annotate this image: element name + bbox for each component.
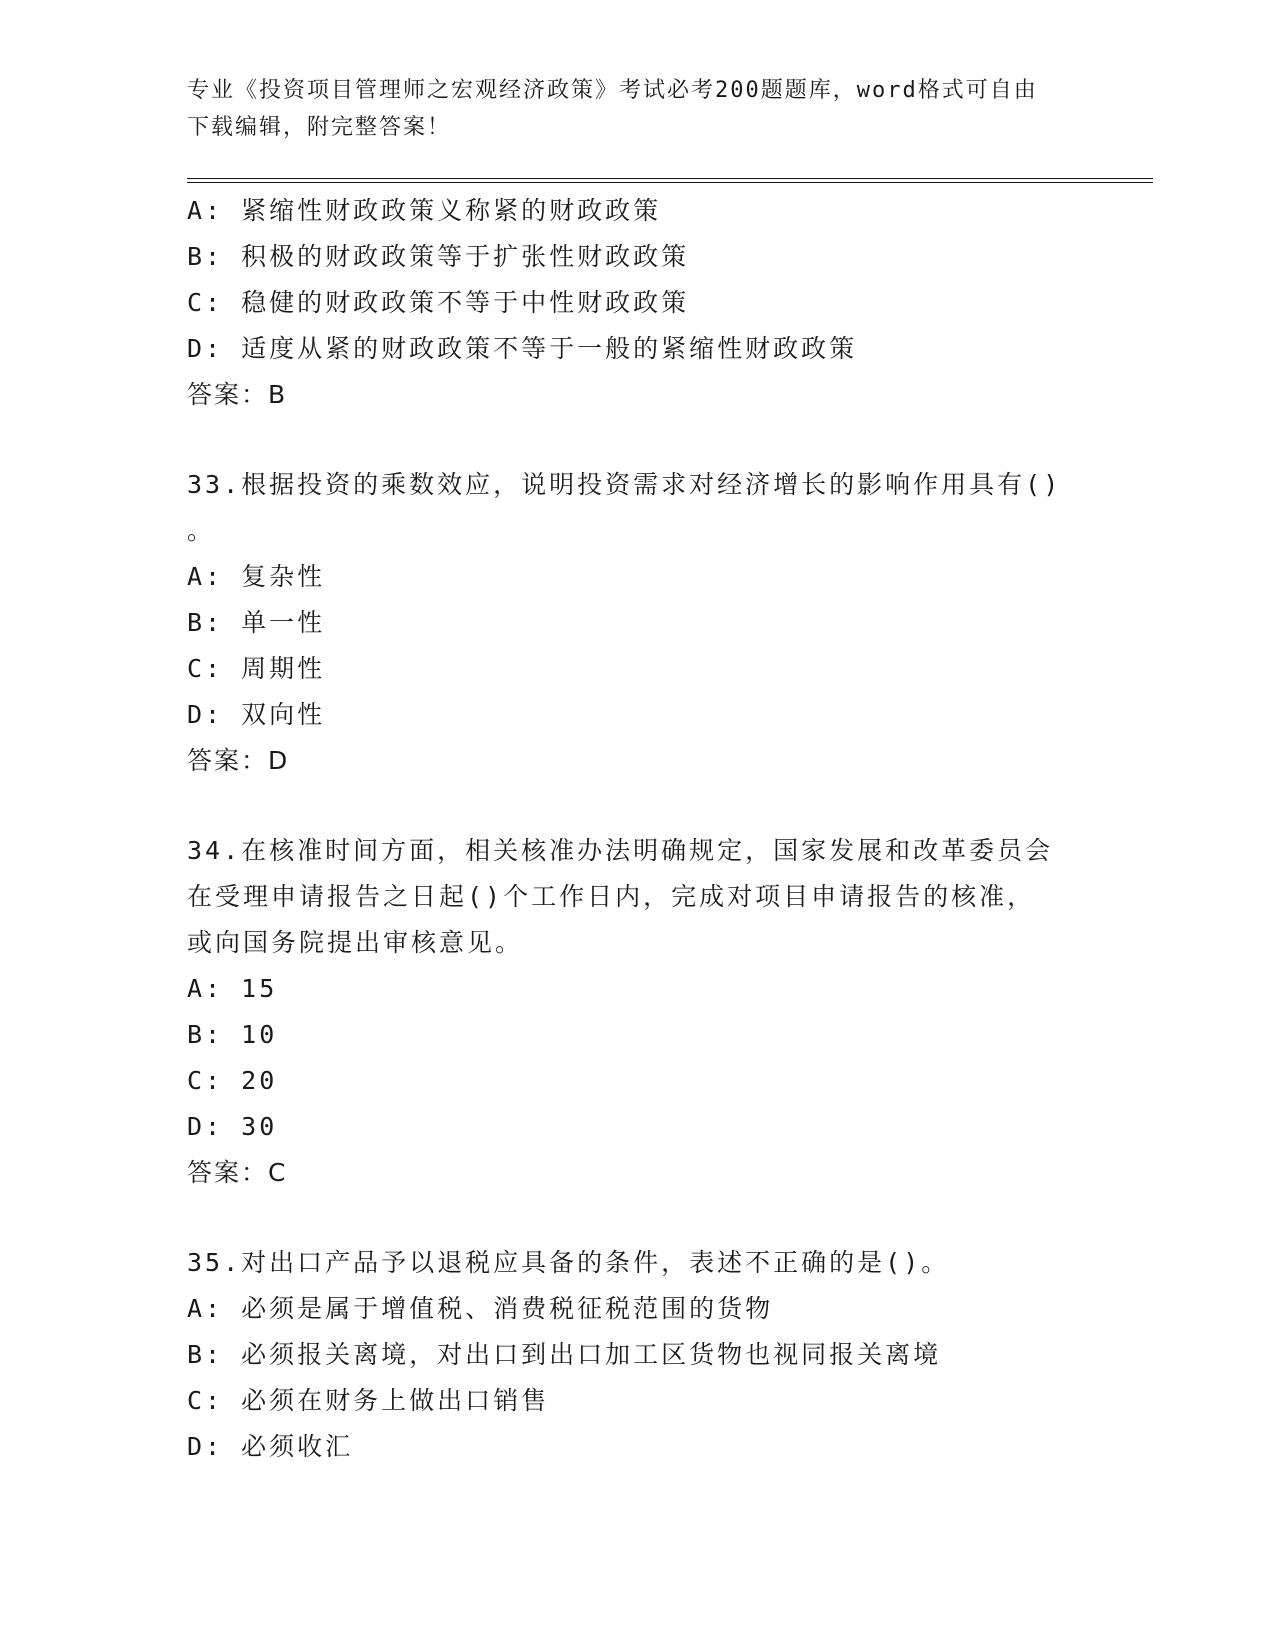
option-a: A: 复杂性 [187, 562, 326, 591]
answer: 答案：B [187, 380, 288, 409]
question-stem-continued: 。 [187, 516, 216, 545]
option-b: B: 积极的财政政策等于扩张性财政政策 [187, 242, 690, 271]
spacer [187, 418, 1087, 462]
question-stem-continued: 或向国务院提出审核意见。 [187, 928, 524, 957]
question-stem-continued: 在受理申请报告之日起()个工作日内，完成对项目申请报告的核准， [187, 882, 1036, 911]
question-32 [187, 188, 1087, 418]
header-divider-top [187, 178, 1153, 179]
header-divider-bottom [187, 182, 1153, 183]
option-c: C: 周期性 [187, 654, 326, 683]
option-c: C: 稳健的财政政策不等于中性财政政策 [187, 288, 690, 317]
option-d: D: 必须收汇 [187, 1432, 354, 1461]
question-35 [187, 1240, 1087, 1470]
option-d: D: 适度从紧的财政政策不等于一般的紧缩性财政政策 [187, 334, 858, 363]
option-d: D: 双向性 [187, 700, 326, 729]
option-b: B: 单一性 [187, 608, 326, 637]
option-b: B: 10 [187, 1020, 278, 1049]
question-stem: 34.在核准时间方面，相关核准办法明确规定，国家发展和改革委员会 [187, 836, 1054, 865]
spacer [187, 1196, 1087, 1240]
question-list [187, 188, 1087, 1470]
header-line-2: 下载编辑，附完整答案！ [187, 115, 452, 140]
document-header [187, 72, 1087, 146]
option-a: A: 紧缩性财政政策义称紧的财政政策 [187, 196, 662, 225]
spacer [187, 784, 1087, 828]
answer: 答案：C [187, 1158, 288, 1187]
option-c: C: 20 [187, 1066, 278, 1095]
option-d: D: 30 [187, 1112, 278, 1141]
question-33 [187, 462, 1087, 784]
option-a: A: 15 [187, 974, 278, 1003]
answer: 答案：D [187, 746, 290, 775]
option-b: B: 必须报关离境，对出口到出口加工区货物也视同报关离境 [187, 1340, 942, 1369]
option-a: A: 必须是属于增值税、消费税征税范围的货物 [187, 1294, 774, 1323]
question-stem: 35.对出口产品予以退税应具备的条件，表述不正确的是()。 [187, 1248, 950, 1277]
question-34 [187, 828, 1087, 1196]
header-line-1: 专业《投资项目管理师之宏观经济政策》考试必考200题题库，word格式可自由 [187, 78, 1038, 103]
option-c: C: 必须在财务上做出口销售 [187, 1386, 550, 1415]
question-stem: 33.根据投资的乘数效应，说明投资需求对经济增长的影响作用具有() [187, 470, 1062, 499]
